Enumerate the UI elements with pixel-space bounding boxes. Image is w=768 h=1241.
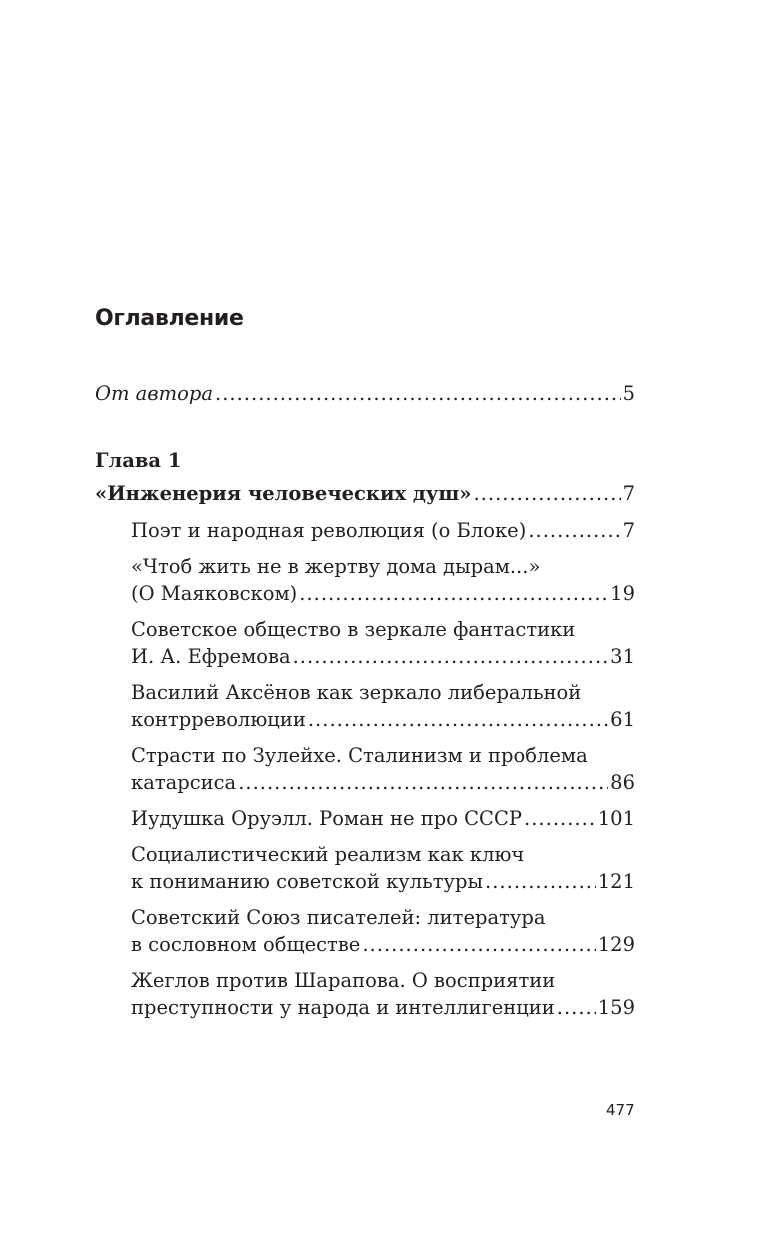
- page-title: Оглавление: [95, 306, 244, 331]
- leader-dots: [293, 643, 609, 670]
- toc-entry-section[interactable]: [131, 553, 635, 607]
- toc-entry-page: 101: [597, 807, 635, 830]
- page-number: 477: [606, 1101, 635, 1119]
- toc-entry-label-line2: к пониманию советской культуры: [131, 870, 484, 893]
- toc-entry-section[interactable]: [131, 967, 635, 1021]
- toc-entry-page: 5: [622, 382, 635, 405]
- toc-entry-label-line1: Василий Аксёнов как зеркало либеральной: [131, 681, 582, 704]
- toc-entry-label-line2: (О Маяковском): [131, 582, 298, 605]
- toc-entry-page: 121: [597, 870, 635, 893]
- chapter-label: Глава 1: [95, 449, 182, 472]
- toc-entry-page: 86: [610, 771, 635, 794]
- toc-entry-label-line2: И. А. Ефремова: [131, 645, 291, 668]
- leader-dots: [485, 868, 596, 895]
- toc-entry-label-line2: преступности у народа и интеллигенции: [131, 996, 555, 1019]
- leader-dots: [524, 805, 596, 832]
- toc-entry-page: 7: [622, 482, 635, 505]
- toc-entry-section[interactable]: [131, 805, 635, 832]
- leader-dots: [557, 994, 596, 1021]
- toc-entry-label: «Инженерия человеческих душ»: [95, 482, 472, 505]
- leader-dots: [299, 580, 608, 607]
- toc-entry-page: 31: [610, 645, 635, 668]
- leader-dots: [473, 482, 620, 505]
- toc-entry-label-line1: Жеглов против Шарапова. О восприятии: [131, 969, 556, 992]
- toc-entry-label: От автора: [95, 382, 213, 405]
- toc-entry-section[interactable]: [131, 679, 635, 733]
- toc-entry-preface[interactable]: [95, 382, 635, 405]
- toc-entry-label-line2: катарсиса: [131, 771, 237, 794]
- toc-entry-section[interactable]: [131, 904, 635, 958]
- toc-entry-page: 61: [610, 708, 635, 731]
- toc-entry-label-line1: Советский Союз писателей: литература: [131, 906, 546, 929]
- toc-entry-label-line1: «Чтоб жить не в жертву дома дырам...»: [131, 555, 541, 578]
- toc-entry-label-line1: Социалистический реализм как ключ: [131, 843, 525, 866]
- toc-entry-label-line1: Страсти по Зулейхе. Сталинизм и проблема: [131, 744, 588, 767]
- toc-entry-label-line2: в сословном обществе: [131, 933, 361, 956]
- toc-entry-label: Иудушка Оруэлл. Роман не про СССР: [131, 807, 523, 830]
- toc-entry-section[interactable]: [131, 616, 635, 670]
- toc-entry-page: 159: [597, 996, 635, 1019]
- toc-entry-page: 19: [610, 582, 635, 605]
- toc-entry-page: 129: [597, 933, 635, 956]
- toc-entry-section[interactable]: [131, 742, 635, 796]
- toc-entry-label: Поэт и народная революция (о Блоке): [131, 519, 527, 542]
- toc-entry-label-line1: Советское общество в зеркале фантастики: [131, 618, 576, 641]
- toc-entry-label-line2: контрреволюции: [131, 708, 306, 731]
- toc-entry-chapter-title[interactable]: [95, 482, 635, 505]
- toc-entry-page: 7: [622, 519, 635, 542]
- leader-dots: [308, 706, 608, 733]
- leader-dots: [362, 931, 595, 958]
- leader-dots: [215, 382, 621, 405]
- leader-dots: [238, 769, 608, 796]
- toc-entry-section[interactable]: [131, 517, 635, 544]
- leader-dots: [528, 517, 620, 544]
- toc-entry-section[interactable]: [131, 841, 635, 895]
